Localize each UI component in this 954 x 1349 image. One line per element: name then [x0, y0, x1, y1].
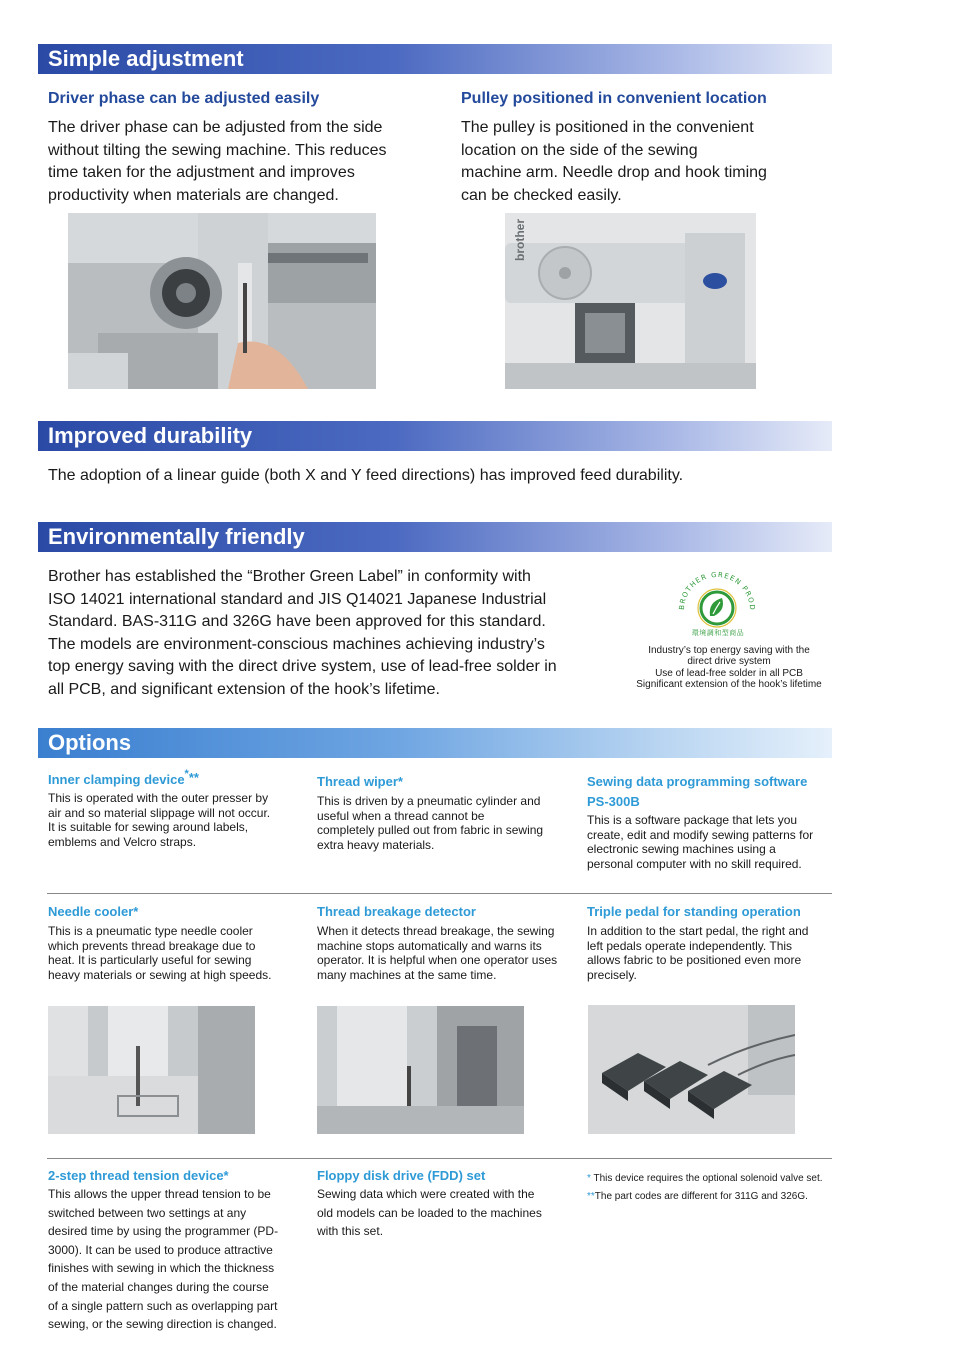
option-desc — [317, 1185, 577, 1241]
text-line: of the material changes during the course — [48, 1279, 269, 1294]
text-line: of a single pattern such as overlapping part — [48, 1298, 278, 1313]
option-title — [48, 768, 298, 787]
needle-cooler-photo — [48, 1006, 255, 1134]
footnote — [587, 1188, 837, 1206]
caption-line: Use of lead-free solder in all PCB — [655, 667, 803, 679]
text-line: Brother has established the “Brother Green Label” in conformity with — [48, 568, 531, 585]
driver-phase-photo — [68, 213, 376, 389]
text-line: all PCB, and significant extension of the hook’s lifetime. — [48, 680, 440, 698]
text-line: top energy saving with the direct drive system, use of lead-free solder in — [48, 658, 557, 675]
option-title: 2-step thread tension device* — [48, 1168, 229, 1183]
green-label-logo — [672, 564, 762, 644]
logo-subtext: 環境調和型商品 — [691, 630, 745, 637]
text-line: The driver phase can be adjusted from the side — [48, 119, 383, 136]
option-desc — [587, 813, 837, 871]
text-line: finishes with sewing in which the thickness — [48, 1261, 275, 1276]
text-line: completely pulled out from fabric in sewing — [317, 823, 544, 837]
text-line: switched between two settings at any — [48, 1205, 247, 1220]
text-line: The pulley is positioned in the convenient — [461, 119, 754, 136]
text-line: Sewing data which were created with the — [317, 1187, 535, 1201]
triple-pedal-photo — [588, 1005, 795, 1134]
footnote-mark: ** — [587, 1191, 595, 1202]
option-title-text: Inner clamping device — [48, 772, 185, 787]
text-line: without tilting the sewing machine. This reduces — [48, 141, 387, 159]
text-line: When it detects thread breakage, the sewing — [317, 924, 555, 938]
option-needle-cooler — [48, 904, 303, 982]
text-line: time taken for the adjustment and improves — [48, 164, 355, 181]
text-line: left pedals operate independently. This — [587, 938, 793, 953]
text-line: many machines at the same time. — [317, 967, 497, 982]
option-thread-wiper — [317, 774, 572, 852]
option-desc — [317, 924, 577, 982]
option-mark: * — [184, 768, 189, 780]
text-line: precisely. — [587, 967, 637, 982]
option-title: Floppy disk drive (FDD) set — [317, 1168, 486, 1183]
footnote-text: This device requires the optional solenoid valve set. — [590, 1173, 823, 1184]
caption-line: Industry’s top energy saving with the — [648, 645, 810, 656]
text-line: This is driven by a pneumatic cylinder and — [317, 794, 541, 808]
text-line: useful when a thread cannot be — [317, 808, 485, 823]
option-title: Needle cooler* — [48, 904, 139, 919]
footnote-mark: * — [587, 1173, 591, 1184]
text-line: sewing, or the sewing direction is changed. — [48, 1317, 277, 1332]
text-line: 3000). It can be used to produce attractive — [48, 1242, 273, 1257]
text-line: location on the side of the sewing — [461, 141, 698, 159]
text-line: create, edit and modify sewing patterns for — [587, 827, 814, 842]
text-line: can be checked easily. — [461, 186, 622, 204]
text-line: Standard. BAS-311G and 326G have been approved for this standard. — [48, 613, 546, 630]
thread-breakage-photo — [317, 1006, 524, 1134]
text-line: This is operated with the outer presser by — [48, 791, 269, 805]
text-line: machine stops automatically and warns its — [317, 938, 542, 953]
option-desc — [48, 1185, 303, 1334]
text-line: emblems and Velcro straps. — [48, 834, 197, 849]
text-line: extra heavy materials. — [317, 837, 435, 852]
text-line: air and so material slippage will not occur. — [48, 805, 271, 820]
text-line: machine arm. Needle drop and hook timing — [461, 164, 767, 181]
option-title: Triple pedal for standing operation — [587, 904, 801, 919]
pulley-heading: Pulley positioned in convenient location — [461, 90, 767, 107]
text-line: It is suitable for sewing around labels, — [48, 820, 249, 834]
option-subtitle: PS-300B — [587, 794, 640, 809]
pulley-text — [461, 117, 841, 207]
option-title: Thread breakage detector — [317, 904, 476, 919]
option-desc — [317, 794, 572, 852]
pulley-photo — [505, 213, 756, 389]
text-line: ISO 14021 international standard and JIS Q14021 Japanese Industrial — [48, 590, 547, 608]
option-inner-clamping — [48, 768, 298, 849]
text-line: which prevents thread breakage due to — [48, 938, 256, 953]
brand-label: brother — [513, 219, 527, 261]
section-title-simple-adjustment: Simple adjustment — [38, 44, 832, 74]
option-title: Sewing data programming software — [587, 774, 808, 789]
option-floppy-disk-drive — [317, 1168, 577, 1241]
footnote-text: The part codes are different for 311G and 326G. — [594, 1191, 808, 1202]
green-label-caption — [620, 645, 838, 691]
section-title-environmentally-friendly: Environmentally friendly — [38, 522, 832, 552]
option-desc — [48, 791, 298, 849]
text-line: with this set. — [317, 1224, 384, 1239]
footnotes — [587, 1170, 837, 1206]
caption-line: direct drive system — [687, 656, 771, 668]
logo-arc-text: BROTHER GREEN PROD — [677, 570, 757, 612]
text-line: heat. It is particularly useful for sewing — [48, 953, 252, 967]
driver-phase-heading: Driver phase can be adjusted easily — [48, 90, 320, 107]
text-line: heavy materials or sewing at high speeds. — [48, 967, 272, 982]
text-line: In addition to the start pedal, the right and — [587, 924, 809, 938]
option-two-step-tension — [48, 1168, 303, 1334]
section-title-improved-durability: Improved durability — [38, 421, 832, 451]
option-thread-breakage-detector — [317, 904, 577, 982]
footnote — [587, 1170, 837, 1188]
caption-line: Significant extension of the hook’s lifetime — [636, 679, 822, 691]
text-line: personal computer with no skill required. — [587, 856, 802, 871]
text-line: This allows the upper thread tension to be — [48, 1187, 271, 1201]
text-line: The models are environment-conscious machines achieving industry’s — [48, 635, 545, 653]
option-desc — [48, 924, 303, 982]
option-title: Thread wiper* — [317, 774, 403, 789]
option-mark: ** — [188, 770, 199, 785]
driver-phase-text — [48, 117, 438, 207]
text-line: This is a software package that lets you — [587, 813, 798, 827]
divider — [47, 893, 832, 894]
section-title-options: Options — [38, 728, 832, 758]
text-line: productivity when materials are changed. — [48, 186, 339, 204]
option-sewing-software — [587, 774, 837, 871]
option-desc — [587, 924, 837, 982]
text-line: old models can be loaded to the machines — [317, 1205, 542, 1220]
environment-text — [48, 566, 588, 701]
text-line: electronic sewing machines using a — [587, 842, 776, 856]
option-triple-pedal — [587, 904, 837, 982]
text-line: This is a pneumatic type needle cooler — [48, 924, 253, 938]
divider — [47, 1158, 832, 1159]
text-line: operator. It is helpful when one operator uses — [317, 953, 558, 967]
text-line: allows fabric to be positioned even more — [587, 953, 802, 967]
text-line: desired time by using the programmer (PD- — [48, 1224, 279, 1239]
durability-text: The adoption of a linear guide (both X and Y feed directions) has improved feed durability. — [48, 467, 684, 484]
